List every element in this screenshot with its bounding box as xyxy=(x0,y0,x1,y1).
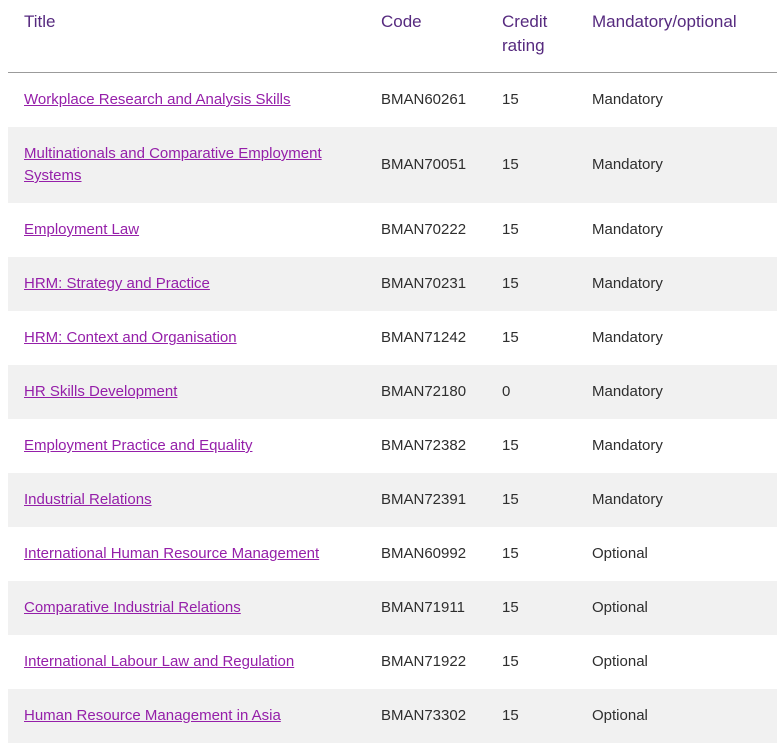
column-header-title: Title xyxy=(8,0,365,73)
module-title-cell xyxy=(8,73,365,128)
module-title-link[interactable]: HR Skills Development xyxy=(24,383,178,400)
module-code: BMAN70222 xyxy=(381,221,467,238)
table-row xyxy=(8,689,777,743)
table-row xyxy=(8,73,777,128)
module-credit-rating: 15 xyxy=(502,91,519,108)
module-title-link[interactable]: International Labour Law and Regulation xyxy=(24,653,295,670)
module-credit-rating: 15 xyxy=(502,221,519,238)
module-code: BMAN70051 xyxy=(381,156,467,173)
module-code: BMAN71242 xyxy=(381,329,467,346)
module-credit-rating: 15 xyxy=(502,545,519,562)
table-row xyxy=(8,419,777,473)
module-title-cell xyxy=(8,311,365,365)
module-mandatory-optional: Mandatory xyxy=(592,91,663,108)
module-title-link[interactable]: Multinationals and Comparative Employment Systems xyxy=(24,145,322,184)
module-credit-rating: 15 xyxy=(502,275,519,292)
module-code: BMAN73302 xyxy=(381,707,467,724)
module-title-cell xyxy=(8,581,365,635)
module-title-link[interactable]: Employment Law xyxy=(24,221,140,238)
module-title-link[interactable]: Workplace Research and Analysis Skills xyxy=(24,91,291,108)
table-header-row xyxy=(8,0,777,73)
module-title-link[interactable]: International Human Resource Management xyxy=(24,545,320,562)
table-row xyxy=(8,527,777,581)
column-header-mandatory-optional: Mandatory/optional xyxy=(576,0,777,73)
module-code: BMAN72391 xyxy=(381,491,467,508)
module-title-cell xyxy=(8,203,365,257)
module-credit-rating: 15 xyxy=(502,156,519,173)
module-mandatory-optional: Optional xyxy=(592,653,648,670)
module-credit-rating: 15 xyxy=(502,329,519,346)
module-title-cell xyxy=(8,419,365,473)
module-title-cell xyxy=(8,257,365,311)
module-title-link[interactable]: HRM: Strategy and Practice xyxy=(24,275,210,292)
module-title-cell xyxy=(8,635,365,689)
module-mandatory-optional: Mandatory xyxy=(592,156,663,173)
module-code: BMAN72180 xyxy=(381,383,467,400)
module-mandatory-optional: Optional xyxy=(592,707,648,724)
module-credit-rating: 0 xyxy=(502,383,511,400)
course-units-table xyxy=(8,0,777,743)
module-code: BMAN71922 xyxy=(381,653,467,670)
module-code: BMAN60261 xyxy=(381,91,467,108)
table-row xyxy=(8,127,777,203)
course-units-table-wrap xyxy=(8,0,777,743)
module-credit-rating: 15 xyxy=(502,437,519,454)
column-header-credit-rating: Credit rating xyxy=(486,0,576,73)
module-code: BMAN60992 xyxy=(381,545,467,562)
module-title-link[interactable]: Industrial Relations xyxy=(24,491,152,508)
module-title-link[interactable]: Employment Practice and Equality xyxy=(24,437,253,454)
module-credit-rating: 15 xyxy=(502,653,519,670)
table-row xyxy=(8,473,777,527)
module-code: BMAN71911 xyxy=(381,599,465,616)
column-header-code: Code xyxy=(365,0,486,73)
module-title-link[interactable]: Human Resource Management in Asia xyxy=(24,707,281,724)
module-code: BMAN70231 xyxy=(381,275,467,292)
table-row xyxy=(8,635,777,689)
module-mandatory-optional: Mandatory xyxy=(592,221,663,238)
module-title-link[interactable]: HRM: Context and Organisation xyxy=(24,329,237,346)
table-row xyxy=(8,581,777,635)
module-title-cell xyxy=(8,689,365,743)
module-title-cell xyxy=(8,365,365,419)
module-mandatory-optional: Optional xyxy=(592,545,648,562)
module-title-cell xyxy=(8,127,365,203)
module-mandatory-optional: Mandatory xyxy=(592,437,663,454)
module-title-cell xyxy=(8,473,365,527)
module-credit-rating: 15 xyxy=(502,599,519,616)
module-code: BMAN72382 xyxy=(381,437,467,454)
module-mandatory-optional: Mandatory xyxy=(592,383,663,400)
module-mandatory-optional: Mandatory xyxy=(592,491,663,508)
table-row xyxy=(8,203,777,257)
module-credit-rating: 15 xyxy=(502,491,519,508)
module-mandatory-optional: Mandatory xyxy=(592,275,663,292)
module-credit-rating: 15 xyxy=(502,707,519,724)
table-row xyxy=(8,257,777,311)
module-mandatory-optional: Optional xyxy=(592,599,648,616)
module-mandatory-optional: Mandatory xyxy=(592,329,663,346)
table-row xyxy=(8,311,777,365)
table-row xyxy=(8,365,777,419)
module-title-cell xyxy=(8,527,365,581)
module-title-link[interactable]: Comparative Industrial Relations xyxy=(24,599,241,616)
